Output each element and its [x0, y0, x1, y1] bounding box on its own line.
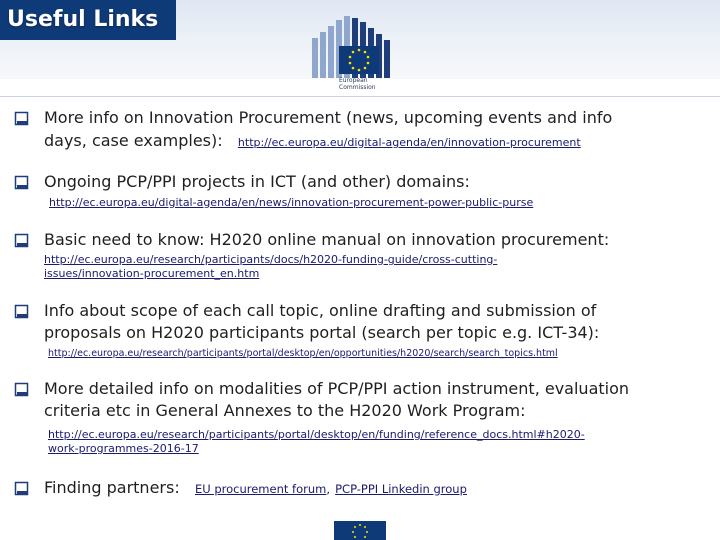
logo-caption-line1: European — [339, 77, 368, 84]
logo-caption-line2: Commission — [339, 84, 376, 91]
checkbox-bullet-icon — [15, 383, 28, 396]
bullet-text-line2 — [44, 131, 581, 152]
checkbox-bullet-icon — [15, 112, 28, 125]
innovation-procurement-public-purse-link[interactable]: http://ec.europa.eu/digital-agenda/en/news/innovation-procurement-power-public-purse — [49, 196, 534, 209]
h2020-manual-link-line2[interactable]: issues/innovation-procurement_en.htm — [44, 267, 260, 280]
bullet-text-line1: Info about scope of each call topic, online drafting and submission of — [44, 301, 597, 320]
bullet-text-line2: criteria etc in General Annexes to the H2020 Work Program: — [44, 401, 526, 420]
eu-stars-icon — [334, 521, 386, 540]
bullet-text-line2: proposals on H2020 participants portal (search per topic e.g. ICT-34): — [44, 323, 600, 342]
footer-eu-flag — [334, 521, 386, 540]
checkbox-bullet-icon — [15, 305, 28, 318]
work-programmes-link-line1[interactable]: http://ec.europa.eu/research/participants/portal/desktop/en/funding/reference_docs.html#h2020- — [48, 428, 585, 441]
h2020-manual-link-line1[interactable]: http://ec.europa.eu/research/participants/docs/h2020-funding-guide/cross-cutting- — [44, 253, 498, 266]
slide-header — [0, 0, 720, 91]
bullet-text-line1: More info on Innovation Procurement (news, upcoming events and info — [44, 108, 613, 127]
logo-caption — [339, 77, 376, 91]
search-topics-link[interactable]: http://ec.europa.eu/research/participants/portal/desktop/en/opportunities/h2020/search/search_topics.html — [48, 348, 558, 359]
bullet-text-line1: Basic need to know: H2020 online manual on innovation procurement: — [44, 230, 610, 249]
pcp-ppi-linkedin-group-link[interactable]: PCP-PPI Linkedin group — [335, 482, 467, 496]
bullet-text-line1: More detailed info on modalities of PCP/PPI action instrument, evaluation — [44, 379, 630, 398]
eu-procurement-forum-link[interactable]: EU procurement forum — [195, 482, 327, 496]
work-programmes-link-line2[interactable]: work-programmes-2016-17 — [48, 442, 199, 455]
link-separator: , — [326, 482, 331, 496]
page-title: Useful Links — [7, 7, 159, 32]
bullet-text-line1 — [44, 478, 467, 499]
innovation-procurement-link[interactable]: http://ec.europa.eu/digital-agenda/en/innovation-procurement — [237, 136, 581, 149]
checkbox-bullet-icon — [15, 234, 28, 247]
header-divider — [0, 96, 720, 97]
checkbox-bullet-icon — [15, 482, 28, 495]
checkbox-bullet-icon — [15, 176, 28, 189]
bullet-text: Finding partners: — [44, 478, 180, 497]
bullet-text-line1: Ongoing PCP/PPI projects in ICT (and other) domains: — [44, 172, 470, 191]
bullet-text: days, case examples): — [44, 131, 223, 150]
